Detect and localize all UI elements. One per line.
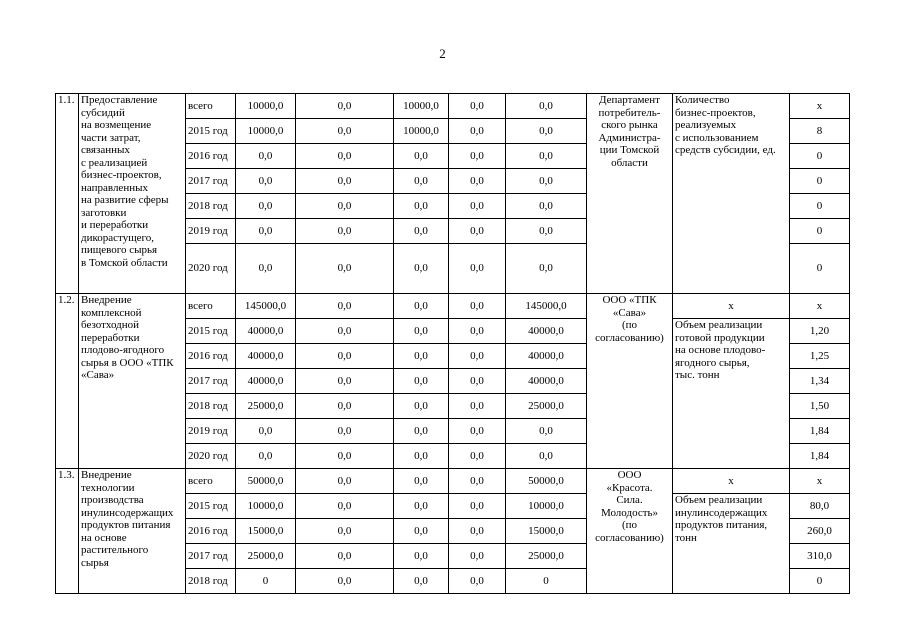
funding-local: 0,0 <box>449 519 506 544</box>
funding-federal: 0,0 <box>296 144 394 169</box>
funding-extrabudgetary: 145000,0 <box>506 294 587 319</box>
funding-local: 0,0 <box>449 344 506 369</box>
funding-extrabudgetary: 0,0 <box>506 119 587 144</box>
funding-local: 0,0 <box>449 494 506 519</box>
funding-total: 40000,0 <box>236 344 296 369</box>
funding-regional: 0,0 <box>394 544 449 569</box>
funding-local: 0,0 <box>449 569 506 594</box>
funding-total: 25000,0 <box>236 394 296 419</box>
indicator-value: 80,0 <box>790 494 850 519</box>
year-label: всего <box>186 94 236 119</box>
indicator-value: 1,25 <box>790 344 850 369</box>
funding-extrabudgetary: 40000,0 <box>506 344 587 369</box>
year-label: 2019 год <box>186 219 236 244</box>
year-label: 2017 год <box>186 169 236 194</box>
funding-local: 0,0 <box>449 94 506 119</box>
funding-local: 0,0 <box>449 394 506 419</box>
funding-local: 0,0 <box>449 194 506 219</box>
funding-regional: 0,0 <box>394 219 449 244</box>
funding-regional: 0,0 <box>394 569 449 594</box>
page-number: 2 <box>439 46 446 61</box>
year-label: 2018 год <box>186 394 236 419</box>
funding-total: 0,0 <box>236 144 296 169</box>
year-label: 2018 год <box>186 194 236 219</box>
funding-regional: 0,0 <box>394 519 449 544</box>
funding-total: 0,0 <box>236 419 296 444</box>
funding-regional: 0,0 <box>394 419 449 444</box>
funding-extrabudgetary: 0,0 <box>506 219 587 244</box>
activity-number: 1.1. <box>56 94 79 294</box>
year-label: 2019 год <box>186 419 236 444</box>
activity-name: Внедрение технологии производства инулинсодержащих продуктов питания на основе растительного сырья <box>79 469 186 594</box>
funding-regional: 0,0 <box>394 319 449 344</box>
year-label: 2016 год <box>186 344 236 369</box>
funding-total: 0,0 <box>236 444 296 469</box>
indicator-value: 0 <box>790 244 850 294</box>
table-row <box>56 294 850 319</box>
funding-extrabudgetary: 25000,0 <box>506 394 587 419</box>
funding-local: 0,0 <box>449 244 506 294</box>
indicator-value: 0 <box>790 569 850 594</box>
funding-extrabudgetary: 25000,0 <box>506 544 587 569</box>
funding-total: 0,0 <box>236 169 296 194</box>
indicator-name: Объем реализации инулинсодержащих продуктов питания, тонн <box>673 494 790 594</box>
year-label: всего <box>186 294 236 319</box>
funding-federal: 0,0 <box>296 419 394 444</box>
funding-regional: 10000,0 <box>394 94 449 119</box>
indicator-value: 1,50 <box>790 394 850 419</box>
funding-total: 40000,0 <box>236 369 296 394</box>
funding-federal: 0,0 <box>296 544 394 569</box>
funding-total: 25000,0 <box>236 544 296 569</box>
funding-federal: 0,0 <box>296 219 394 244</box>
indicator-value: 1,20 <box>790 319 850 344</box>
funding-total: 40000,0 <box>236 319 296 344</box>
funding-local: 0,0 <box>449 144 506 169</box>
funding-federal: 0,0 <box>296 169 394 194</box>
funding-regional: 0,0 <box>394 469 449 494</box>
funding-federal: 0,0 <box>296 494 394 519</box>
funding-total: 0,0 <box>236 194 296 219</box>
funding-regional: 0,0 <box>394 444 449 469</box>
funding-federal: 0,0 <box>296 569 394 594</box>
funding-total: 0 <box>236 569 296 594</box>
funding-total: 145000,0 <box>236 294 296 319</box>
activity-name: Внедрение комплексной безотходной переработки плодово-ягодного сырья в ООО «ТПК «Сава» <box>79 294 186 469</box>
funding-regional: 0,0 <box>394 244 449 294</box>
funding-federal: 0,0 <box>296 469 394 494</box>
funding-total: 15000,0 <box>236 519 296 544</box>
year-label: 2016 год <box>186 519 236 544</box>
activity-name: Предоставление субсидий на возмещение части затрат, связанных с реализацией бизнес-проектов, направленных на развитие сферы заготовки и переработки дикорастущего, пищевого сырья в Томской области <box>79 94 186 294</box>
funding-federal: 0,0 <box>296 294 394 319</box>
funding-federal: 0,0 <box>296 394 394 419</box>
indicator-value: х <box>790 469 850 494</box>
indicator-value: 8 <box>790 119 850 144</box>
funding-local: 0,0 <box>449 119 506 144</box>
funding-federal: 0,0 <box>296 119 394 144</box>
funding-extrabudgetary: 0,0 <box>506 444 587 469</box>
year-label: 2017 год <box>186 369 236 394</box>
funding-total: 10000,0 <box>236 94 296 119</box>
executor: ООО «ТПК «Сава» (по согласованию) <box>587 294 673 469</box>
activity-number: 1.2. <box>56 294 79 469</box>
indicator-value: х <box>790 94 850 119</box>
table-row <box>56 469 850 494</box>
indicator-value: 310,0 <box>790 544 850 569</box>
funding-regional: 10000,0 <box>394 119 449 144</box>
funding-extrabudgetary: 10000,0 <box>506 494 587 519</box>
funding-federal: 0,0 <box>296 369 394 394</box>
indicator-total: х <box>673 294 790 319</box>
funding-extrabudgetary: 0,0 <box>506 169 587 194</box>
funding-local: 0,0 <box>449 419 506 444</box>
indicator-name: Количество бизнес-проектов, реализуемых с использованием средств субсидии, ед. <box>673 94 790 294</box>
funding-federal: 0,0 <box>296 244 394 294</box>
year-label: 2017 год <box>186 544 236 569</box>
indicator-value: 1,34 <box>790 369 850 394</box>
funding-extrabudgetary: 0,0 <box>506 94 587 119</box>
funding-total: 10000,0 <box>236 119 296 144</box>
funding-local: 0,0 <box>449 444 506 469</box>
executor: ООО «Красота. Сила. Молодость» (по согласованию) <box>587 469 673 594</box>
indicator-value: х <box>790 294 850 319</box>
activity-number: 1.3. <box>56 469 79 594</box>
indicator-value: 0 <box>790 169 850 194</box>
funding-local: 0,0 <box>449 544 506 569</box>
indicator-value: 1,84 <box>790 444 850 469</box>
funding-regional: 0,0 <box>394 494 449 519</box>
year-label: 2018 год <box>186 569 236 594</box>
funding-local: 0,0 <box>449 319 506 344</box>
indicator-value: 260,0 <box>790 519 850 544</box>
funding-regional: 0,0 <box>394 394 449 419</box>
funding-extrabudgetary: 0 <box>506 569 587 594</box>
funding-federal: 0,0 <box>296 444 394 469</box>
indicator-total: х <box>673 469 790 494</box>
indicator-value: 1,84 <box>790 419 850 444</box>
funding-regional: 0,0 <box>394 169 449 194</box>
funding-federal: 0,0 <box>296 344 394 369</box>
funding-local: 0,0 <box>449 369 506 394</box>
table-body <box>56 94 850 594</box>
funding-extrabudgetary: 15000,0 <box>506 519 587 544</box>
funding-local: 0,0 <box>449 219 506 244</box>
funding-regional: 0,0 <box>394 144 449 169</box>
funding-regional: 0,0 <box>394 344 449 369</box>
indicator-value: 0 <box>790 194 850 219</box>
funding-federal: 0,0 <box>296 519 394 544</box>
funding-regional: 0,0 <box>394 369 449 394</box>
funding-total: 0,0 <box>236 244 296 294</box>
indicator-name: Объем реализации готовой продукции на основе плодово- ягодного сырья, тыс. тонн <box>673 319 790 469</box>
year-label: 2015 год <box>186 119 236 144</box>
year-label: 2015 год <box>186 494 236 519</box>
indicator-value: 0 <box>790 219 850 244</box>
funding-total: 50000,0 <box>236 469 296 494</box>
year-label: 2015 год <box>186 319 236 344</box>
funding-extrabudgetary: 0,0 <box>506 419 587 444</box>
funding-extrabudgetary: 40000,0 <box>506 369 587 394</box>
funding-local: 0,0 <box>449 169 506 194</box>
funding-extrabudgetary: 0,0 <box>506 244 587 294</box>
funding-local: 0,0 <box>449 294 506 319</box>
year-label: 2016 год <box>186 144 236 169</box>
funding-total: 0,0 <box>236 219 296 244</box>
funding-federal: 0,0 <box>296 194 394 219</box>
funding-extrabudgetary: 0,0 <box>506 194 587 219</box>
executor: Департамент потребитель- ского рынка Администра- ции Томской области <box>587 94 673 294</box>
year-label: всего <box>186 469 236 494</box>
funding-extrabudgetary: 50000,0 <box>506 469 587 494</box>
program-activities-table <box>55 93 850 594</box>
funding-local: 0,0 <box>449 469 506 494</box>
funding-federal: 0,0 <box>296 319 394 344</box>
funding-total: 10000,0 <box>236 494 296 519</box>
funding-regional: 0,0 <box>394 294 449 319</box>
funding-extrabudgetary: 0,0 <box>506 144 587 169</box>
funding-regional: 0,0 <box>394 194 449 219</box>
table-row <box>56 94 850 119</box>
indicator-value: 0 <box>790 144 850 169</box>
year-label: 2020 год <box>186 444 236 469</box>
funding-extrabudgetary: 40000,0 <box>506 319 587 344</box>
year-label: 2020 год <box>186 244 236 294</box>
funding-federal: 0,0 <box>296 94 394 119</box>
